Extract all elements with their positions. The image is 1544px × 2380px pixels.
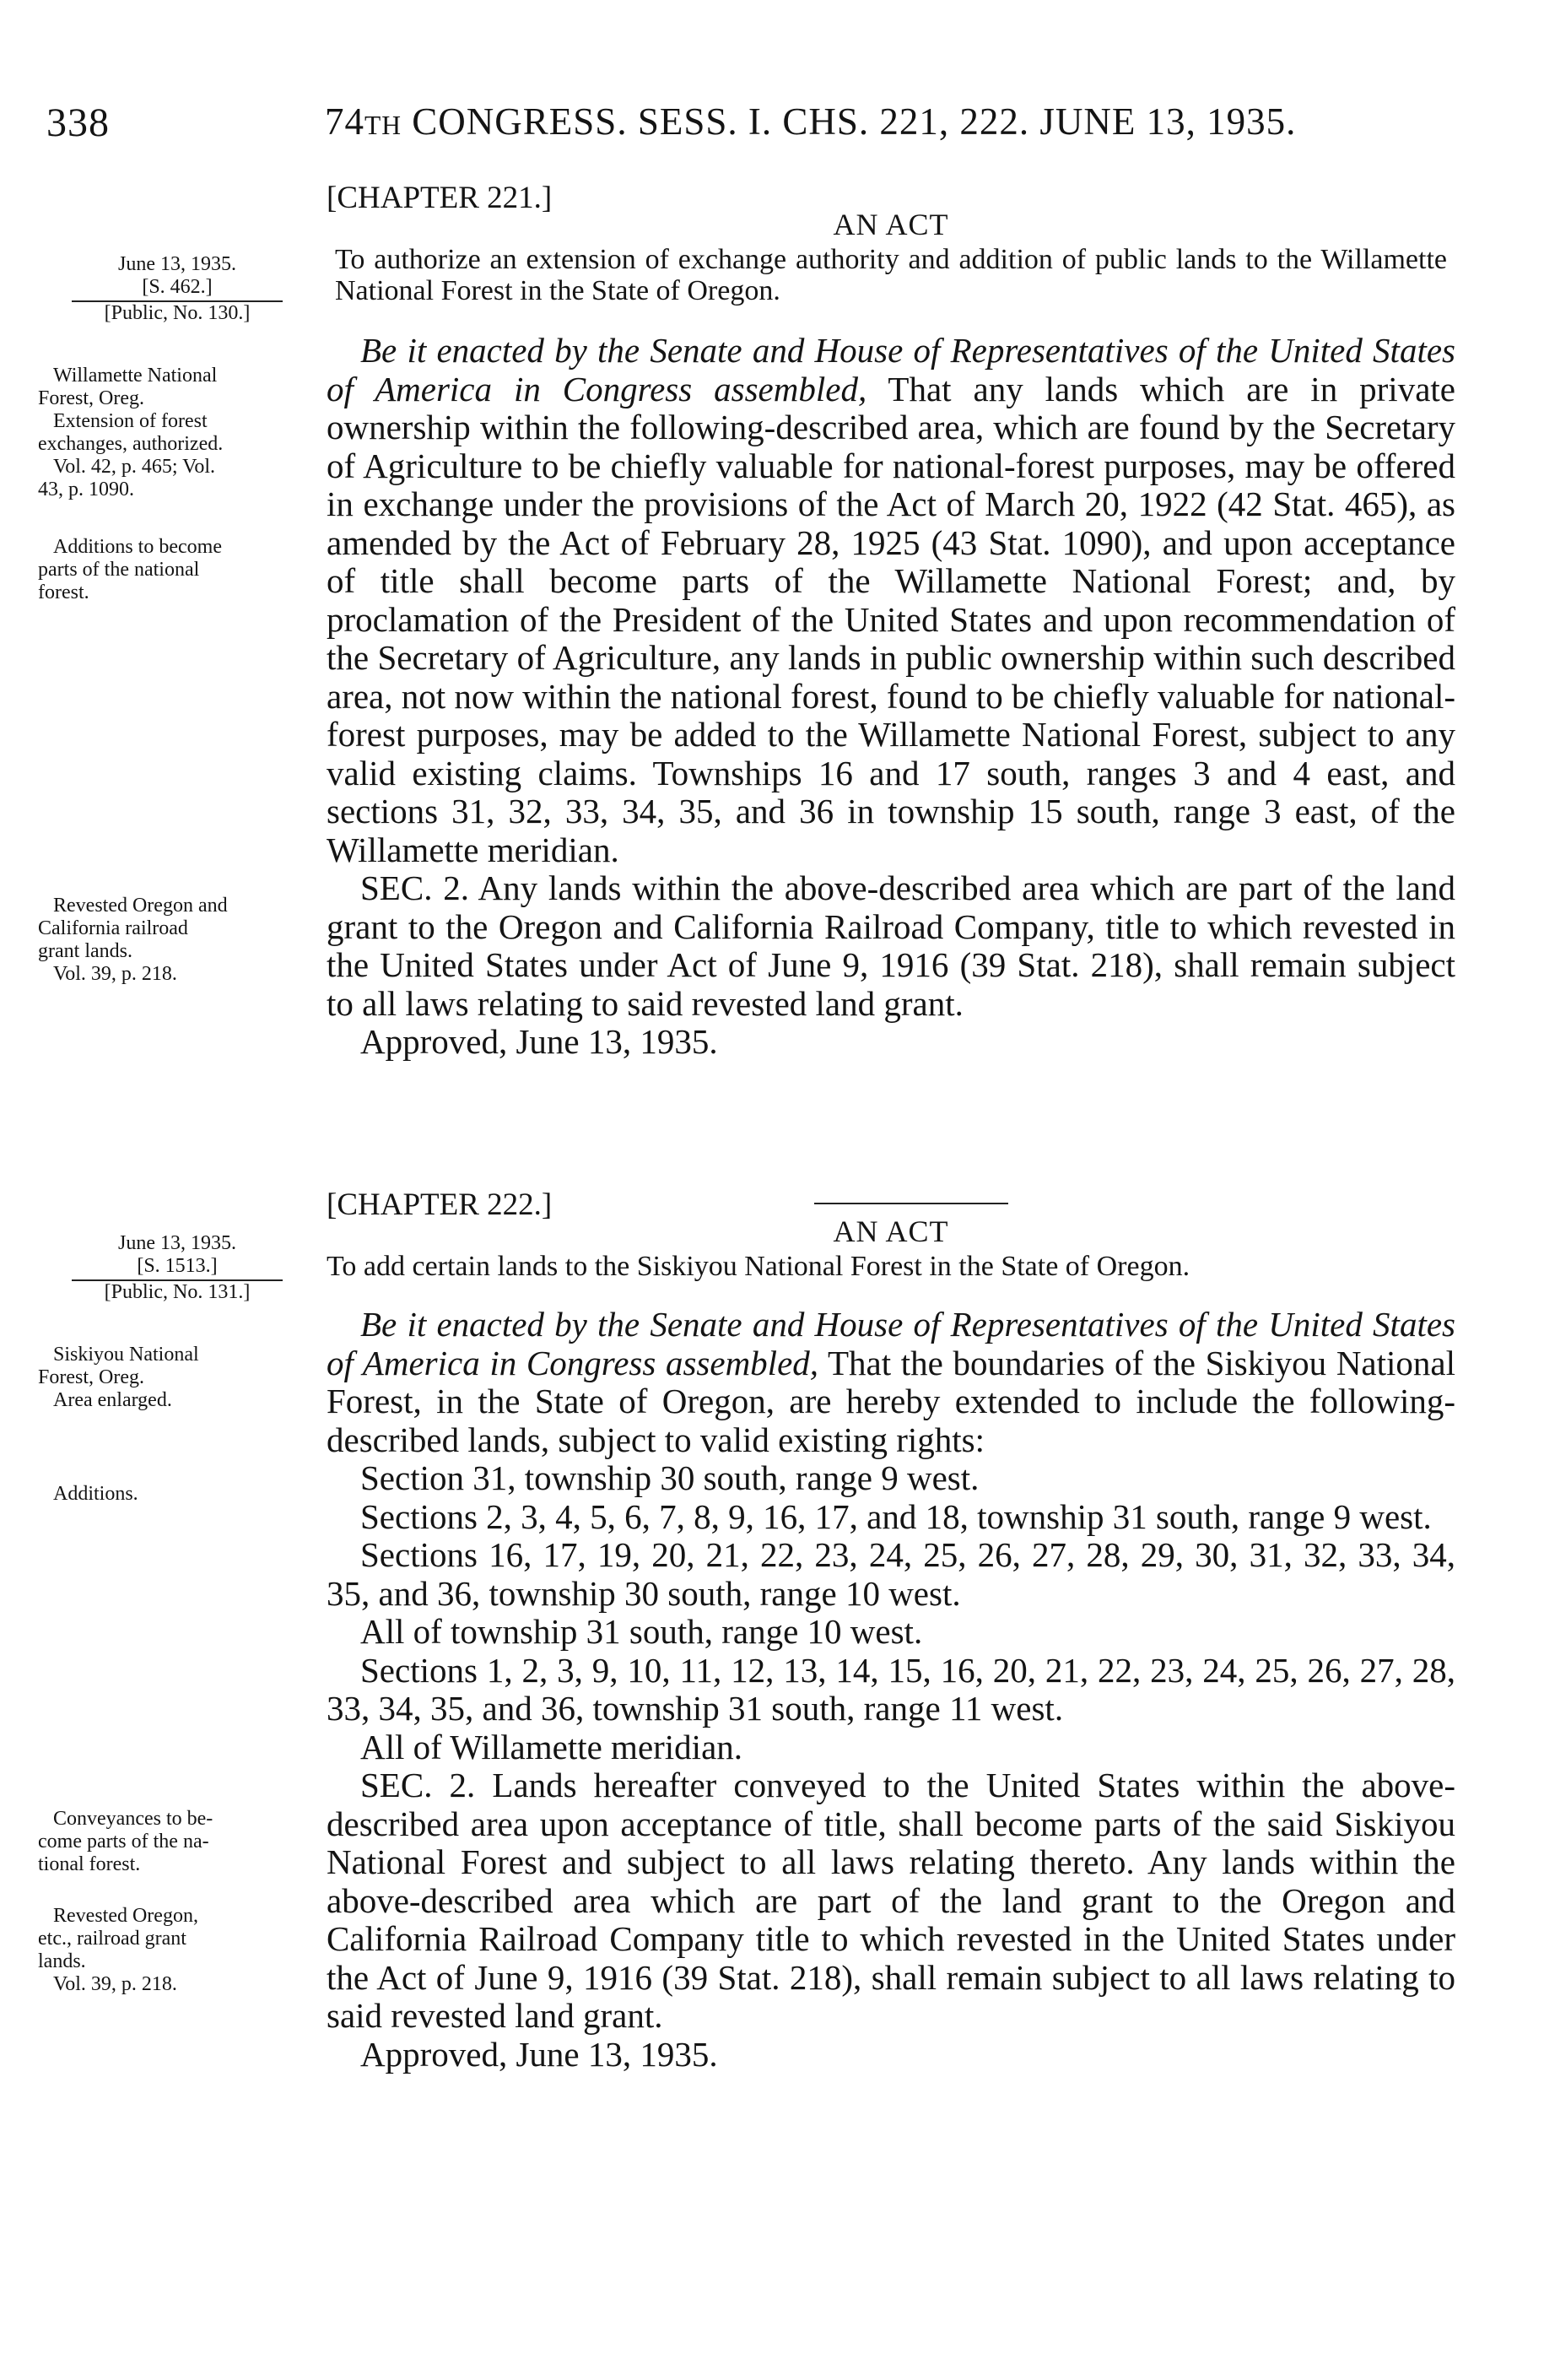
- margin-willamette: [38, 365, 316, 501]
- page-number: 338: [46, 100, 110, 145]
- section-2-text: Lands hereafter conveyed to the United States within the above-described area upon acceptance of title, shall become parts of the said Siskiyou National Forest and subject to all laws relating thereto. Any lands within the above-described area which are part of the land grant to the Oregon and California Railroad Company title to which revested in the United States under the Act of June 9, 1916 (39 Stat. 218), shall remain subject to all laws relating to said revested land grant.: [327, 1766, 1455, 2035]
- enacting-clause: Be it enacted by the Senate and House of Representatives of the United States of America in Congress assembled,: [327, 331, 1455, 408]
- margin-line: tional forest.: [38, 1853, 141, 1875]
- chapter-222-approved: Approved, June 13, 1935.: [360, 2034, 718, 2074]
- chapter-222-section-2: [327, 1766, 1455, 2036]
- margin-line: Extension of forest: [53, 410, 208, 432]
- margin-additions-national: [38, 536, 316, 604]
- ch221-date: June 13, 1935.: [118, 253, 236, 275]
- chapter-221-label: [CHAPTER 221.]: [327, 181, 553, 215]
- addition-item: Sections 16, 17, 19, 20, 21, 22, 23, 24, 25, 26, 27, 28, 29, 30, 31, 32, 33, 34, 35, and 36, township 30 south, range 10 west.: [327, 1535, 1455, 1613]
- chapter-221-section-1: [327, 332, 1455, 869]
- margin-line: Vol. 39, p. 218.: [53, 963, 177, 985]
- section-1-text: That any lands which are in private ownership within the following-described area, which are found by the Secretary of Agriculture to be chiefly valuable for national-forest purposes, may be offered in exchange under the provisions of the Act of March 20, 1922 (42 Stat. 465), as amended by the Act of February 28, 1925 (43 Stat. 1090), and upon acceptance of title shall become parts of the Willamette National Forest; and, by proclamation of the President of the United States and upon recommendation of the Secretary of Agriculture, any lands in public ownership within such described area, not now within the national forest, found to be chiefly valuable for national-forest purposes, may be added to the Willamette National Forest, subject to any valid existing claims. Townships 16 and 17 south, ranges 3 and 4 east, and sections 31, 32, 33, 34, 35, and 36 in township 15 south, range 3 east, of the Willamette meridian.: [327, 369, 1455, 869]
- margin-line: Vol. 42, p. 465; Vol.: [53, 456, 216, 478]
- section-2-label: SEC. 2.: [360, 1766, 476, 1804]
- chapter-222-purpose: To add certain lands to the Siskiyou National Forest in the State of Oregon.: [327, 1251, 1190, 1282]
- section-2-label: SEC. 2.: [360, 868, 469, 907]
- margin-line: come parts of the na-: [38, 1831, 209, 1853]
- margin-revested-221: [38, 895, 316, 986]
- chapter-221-act-heading: AN ACT: [833, 207, 949, 241]
- chapter-221-approved: Approved, June 13, 1935.: [360, 1022, 718, 1061]
- addition-item: Sections 2, 3, 4, 5, 6, 7, 8, 9, 16, 17, and 18, township 31 south, range 9 west.: [360, 1496, 1432, 1536]
- chapter-222-label: [CHAPTER 222.]: [327, 1187, 553, 1222]
- chapter-222-act-heading: AN ACT: [833, 1214, 949, 1248]
- running-head: [0, 100, 1544, 150]
- addition-item: Sections 1, 2, 3, 9, 10, 11, 12, 13, 14, 15, 16, 20, 21, 22, 23, 24, 25, 26, 27, 28, 33, 34, 35, and 36, township 31 south, range 11 west.: [327, 1650, 1455, 1728]
- margin-line: Revested Oregon,: [53, 1905, 198, 1927]
- addition-item: All of township 31 south, range 10 west.: [360, 1612, 923, 1651]
- section-1-text: That the boundaries of the Siskiyou National Forest, in the State of Oregon, are hereby extended to include the following-described lands, subject to valid existing rights:: [327, 1343, 1455, 1459]
- margin-line: 43, p. 1090.: [38, 479, 134, 500]
- chapter-221-section-2: [327, 869, 1455, 1023]
- margin-line: Forest, Oreg.: [38, 387, 144, 409]
- section-2-text: Any lands within the above-described area which are part of the land grant to the Oregon and California Railroad Company, title to which revested in the United States under Act of June 9, 1916 (39 Stat. 218), shall remain subject to all laws relating to said revested land grant.: [327, 868, 1455, 1023]
- margin-siskiyou: [38, 1344, 316, 1412]
- running-title: [325, 100, 1296, 143]
- margin-line: grant lands.: [38, 940, 132, 962]
- chapter-221: [327, 179, 1455, 1062]
- enacting-clause: Be it enacted by the Senate and House of Representatives of the United States of America in Congress assembled,: [327, 1305, 1455, 1382]
- congress-ordinal: TH: [364, 111, 402, 140]
- ch222-public-law: [Public, No. 131.]: [104, 1281, 251, 1303]
- margin-line: Area enlarged.: [53, 1389, 172, 1411]
- margin-line: Conveyances to be-: [53, 1808, 213, 1830]
- margin-line: lands.: [38, 1950, 86, 1972]
- margin-line: etc., railroad grant: [38, 1928, 186, 1950]
- margin-line: parts of the national: [38, 559, 200, 581]
- ch222-date: June 13, 1935.: [118, 1232, 236, 1254]
- ch221-public-law: [Public, No. 130.]: [104, 302, 251, 324]
- margin-line: Willamette National: [53, 365, 218, 387]
- addition-item: All of Willamette meridian.: [360, 1727, 743, 1766]
- margin-revested-222: [38, 1905, 316, 1996]
- chapter-222: [327, 1186, 1455, 2074]
- chapter-221-purpose: To authorize an extension of exchange authority and addition of public lands to the Willamette National Forest in the State of Oregon.: [335, 244, 1447, 306]
- ch221-bill: [S. 462.]: [142, 276, 213, 298]
- margin-additions: [38, 1483, 316, 1506]
- chapter-222-section-1: [327, 1306, 1455, 1459]
- margin-line: Additions to become: [53, 536, 222, 558]
- margin-line: California railroad: [38, 917, 188, 939]
- margin-line: Siskiyou National: [53, 1344, 199, 1366]
- congress-number: 74: [325, 100, 364, 143]
- margin-line: Additions.: [53, 1483, 138, 1505]
- margin-line: Vol. 39, p. 218.: [53, 1973, 177, 1995]
- ch222-bill: [S. 1513.]: [137, 1255, 218, 1277]
- margin-line: Forest, Oreg.: [38, 1366, 144, 1388]
- margin-line: exchanges, authorized.: [38, 433, 224, 455]
- addition-item: Section 31, township 30 south, range 9 west.: [360, 1458, 980, 1497]
- margin-line: Revested Oregon and: [53, 895, 228, 917]
- ch222-citation: [38, 1232, 316, 1304]
- margin-conveyances: [38, 1808, 316, 1876]
- ch221-citation: [38, 253, 316, 325]
- running-title-rest: CONGRESS. SESS. I. CHS. 221, 222. JUNE 13, 1935.: [412, 100, 1297, 143]
- margin-line: forest.: [38, 581, 89, 603]
